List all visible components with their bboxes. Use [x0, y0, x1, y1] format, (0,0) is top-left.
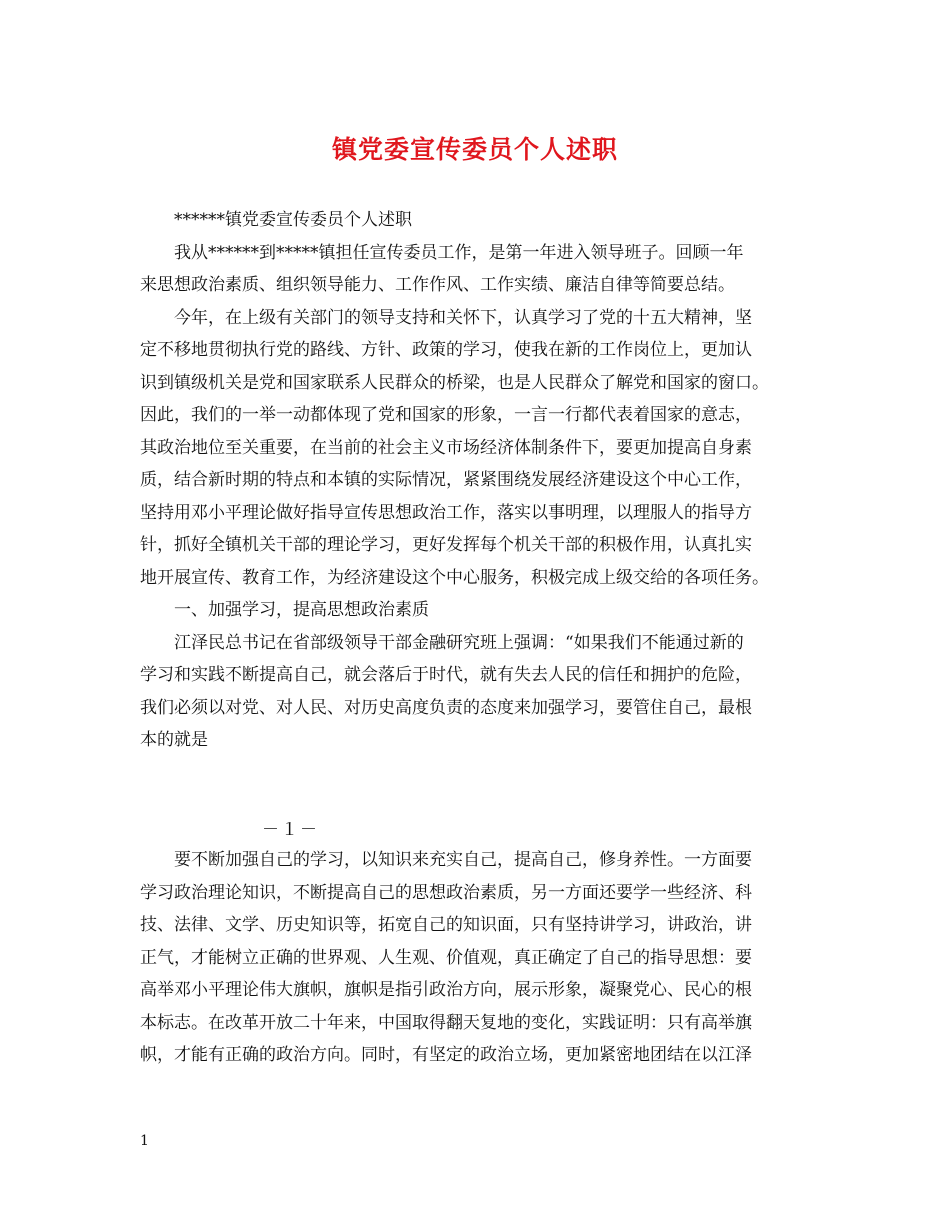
paragraph-line: 质，结合新时期的特点和本镇的实际情况，紧紧围绕发展经济建设这个中心工作，	[140, 470, 752, 490]
paragraph-line: 帜，才能有正确的政治方向。同时，有坚定的政治立场，更加紧密地团结在以江泽	[140, 1045, 752, 1065]
document-body-part-2	[140, 844, 820, 1072]
document-body-part-1	[140, 204, 820, 757]
paragraph-line: 本的就是	[140, 730, 208, 750]
footer-page-number: 1	[140, 1133, 149, 1149]
paragraph-line: 本标志。在改革开放二十年来，中国取得翻天复地的变化，实践证明：只有高举旗	[140, 1012, 752, 1033]
section-heading: 一、加强学习，提高思想政治素质	[174, 600, 429, 620]
paragraph-line: 定不移地贯彻执行党的路线、方针、政策的学习，使我在新的工作岗位上，更加认	[140, 340, 752, 360]
paragraph-line: 我从******到*****镇担任宣传委员工作，是第一年进入领导班子。回顾一年	[174, 242, 744, 263]
paragraph-line: 技、法律、文学、历史知识等，拓宽自己的知识面，只有坚持讲学习，讲政治，讲	[140, 915, 752, 935]
paragraph-line: 学习和实践不断提高自己，就会落后于时代，就有失去人民的信任和拥护的危险，	[140, 665, 752, 685]
document-title: 镇党委宣传委员个人述职	[331, 135, 618, 164]
paragraph-line: 识到镇级机关是党和国家联系人民群众的桥梁，也是人民群众了解党和国家的窗口。	[140, 372, 769, 393]
page-marker: －１－	[262, 820, 319, 840]
paragraph-line: 其政治地位至关重要，在当前的社会主义市场经济体制条件下，要更加提高自身素	[140, 437, 752, 458]
paragraph-line: 因此，我们的一举一动都体现了党和国家的形象，一言一行都代表着国家的意志，	[140, 405, 752, 425]
paragraph-line: 坚持用邓小平理论做好指导宣传思想政治工作，落实以事明理，以理服人的指导方	[140, 502, 752, 523]
paragraph-line: 正气，才能树立正确的世界观、人生观、价值观，真正确定了自己的指导思想：要	[140, 947, 752, 968]
paragraph-line: 江泽民总书记在省部级领导干部金融研究班上强调：“如果我们不能通过新的	[174, 632, 744, 653]
paragraph-line: 学习政治理论知识，不断提高自己的思想政治素质，另一方面还要学一些经济、科	[140, 882, 752, 903]
paragraph-line: 今年，在上级有关部门的领导支持和关怀下，认真学习了党的十五大精神，坚	[174, 307, 752, 328]
paragraph-line: 高举邓小平理论伟大旗帜，旗帜是指引政治方向，展示形象，凝聚党心、民心的根	[140, 980, 752, 1000]
paragraph-line: 地开展宣传、教育工作，为经济建设这个中心服务，积极完成上级交给的各项任务。	[140, 567, 769, 588]
paragraph-line: 来思想政治素质、组织领导能力、工作作风、工作实绩、廉洁自律等简要总结。	[140, 275, 735, 295]
paragraph-line: 要不断加强自己的学习，以知识来充实自己，提高自己，修身养性。一方面要	[174, 850, 752, 870]
paragraph-line: 我们必须以对党、对人民、对历史高度负责的态度来加强学习，要管住自己，最根	[140, 697, 752, 718]
paragraph-line: 针，抓好全镇机关干部的理论学习，更好发挥每个机关干部的积极作用，认真扎实	[140, 535, 752, 555]
subtitle-line: ******镇党委宣传委员个人述职	[174, 210, 412, 230]
